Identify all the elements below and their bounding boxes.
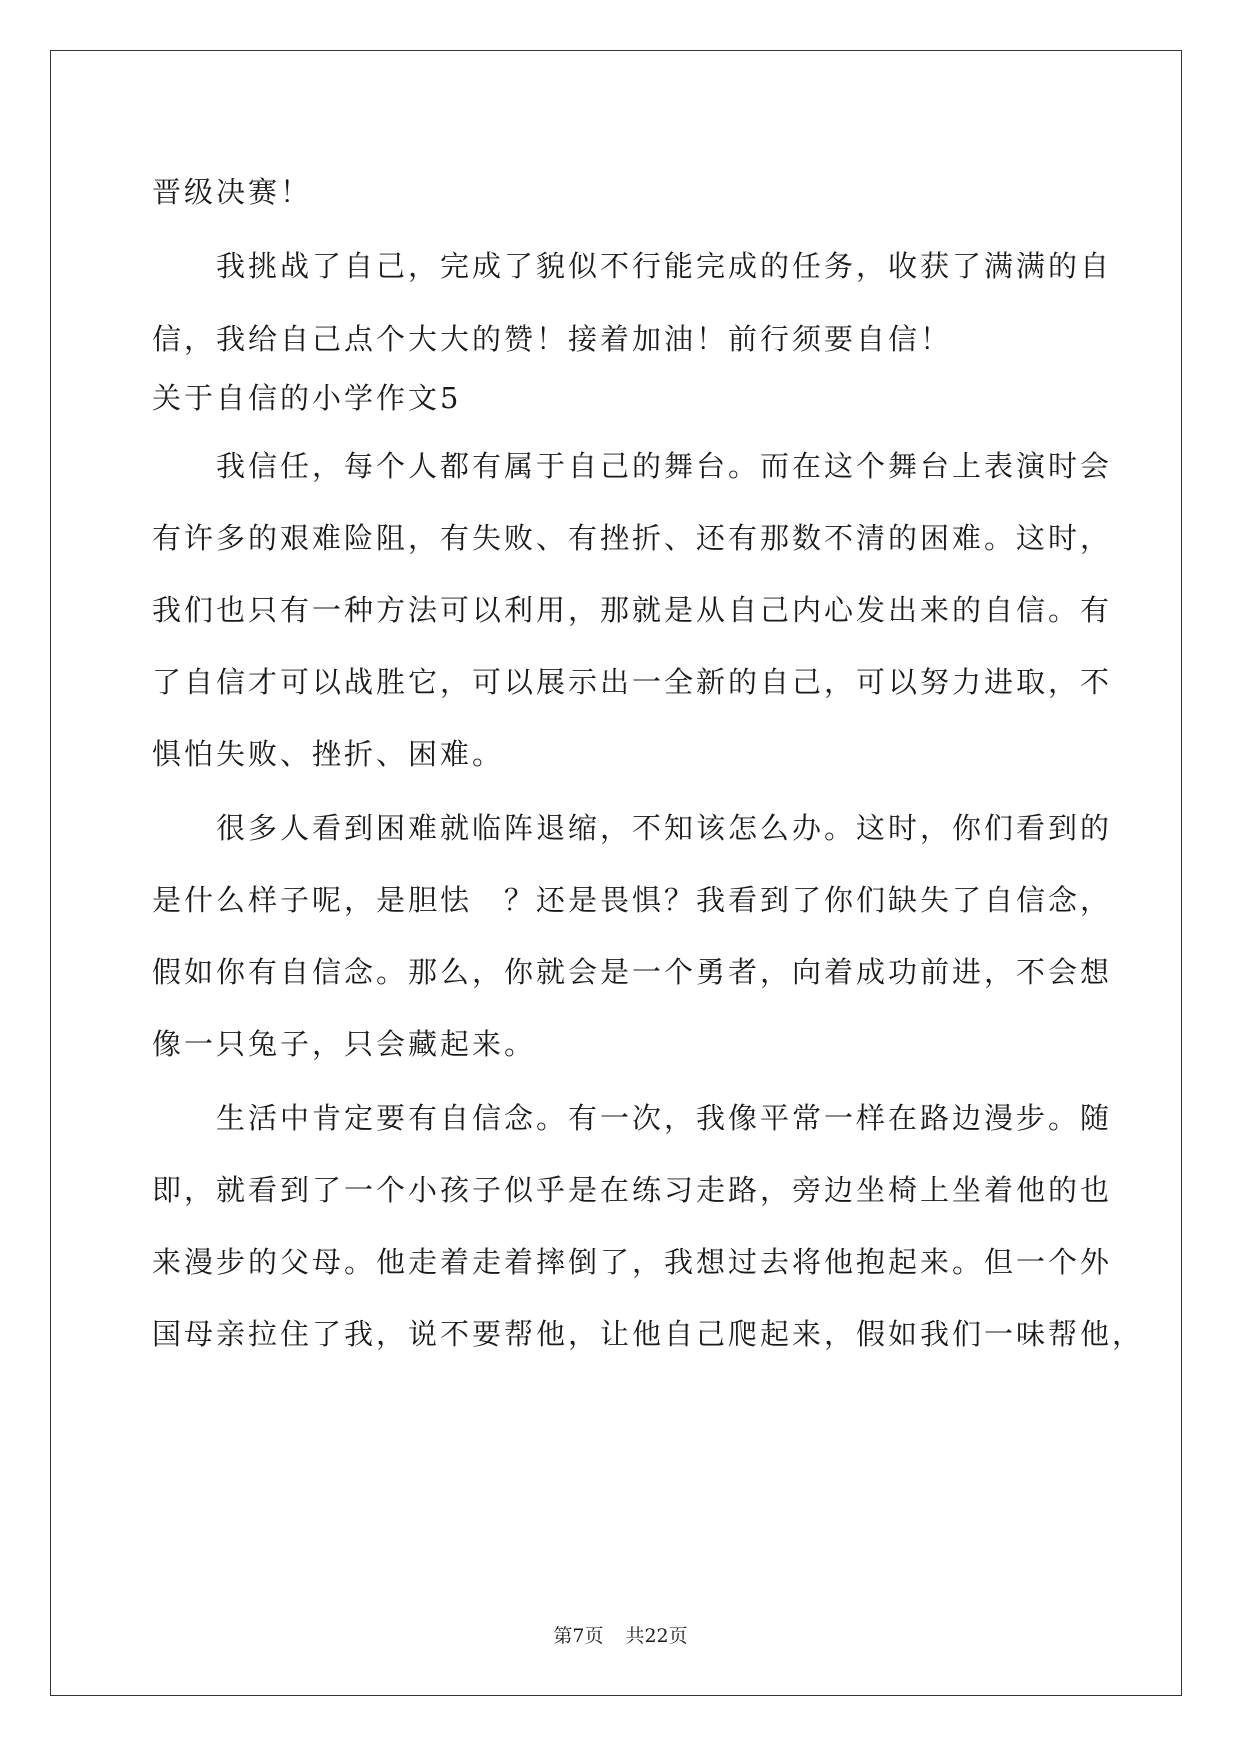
text-line: 我信任，每个人都有属于自己的舞台。而在这个舞台上表演时会 [216,449,1113,483]
text-line: 像一只兔子，只会藏起来。 [152,1027,537,1061]
page-border [50,50,1182,1696]
text-line: 很多人看到困难就临阵退缩，不知该怎么办。这时，你们看到的 [216,811,1113,845]
page-footer [0,1624,1241,1648]
text-line: 国母亲拉住了我，说不要帮他，让他自己爬起来，假如我们一味帮他， [152,1317,1145,1351]
text-line: 生活中肯定要有自信念。有一次，我像平常一样在路边漫步。随 [216,1101,1113,1135]
page-total: 共22页 [625,1625,688,1647]
text-line: 我挑战了自己，完成了貌似不行能完成的任务，收获了满满的自 [216,249,1113,283]
text-line: 来漫步的父母。他走着走着摔倒了，我想过去将他抱起来。但一个外 [152,1245,1113,1279]
text-line: 即，就看到了一个小孩子似乎是在练习走路，旁边坐椅上坐着他的也 [152,1173,1113,1207]
text-line: 惧怕失败、挫折、困难。 [152,737,505,771]
page-number: 第7页 [553,1625,604,1647]
text-line: 我们也只有一种方法可以利用，那就是从自己内心发出来的自信。有 [152,593,1113,627]
text-line: 假如你有自信念。那么，你就会是一个勇者，向着成功前进，不会想 [152,955,1113,989]
text-line: 有许多的艰难险阻，有失败、有挫折、还有那数不清的困难。这时， [152,521,1113,555]
section-heading: 关于自信的小学作文5 [152,381,462,415]
text-line: 是什么样子呢，是胆怯 ？还是畏惧？我看到了你们缺失了自信念， [152,883,1113,917]
text-line: 信，我给自己点个大大的赞！接着加油！前行须要自信！ [152,322,953,356]
text-line: 了自信才可以战胜它，可以展示出一全新的自己，可以努力进取，不 [152,665,1113,699]
text-line: 晋级决赛！ [152,175,313,209]
